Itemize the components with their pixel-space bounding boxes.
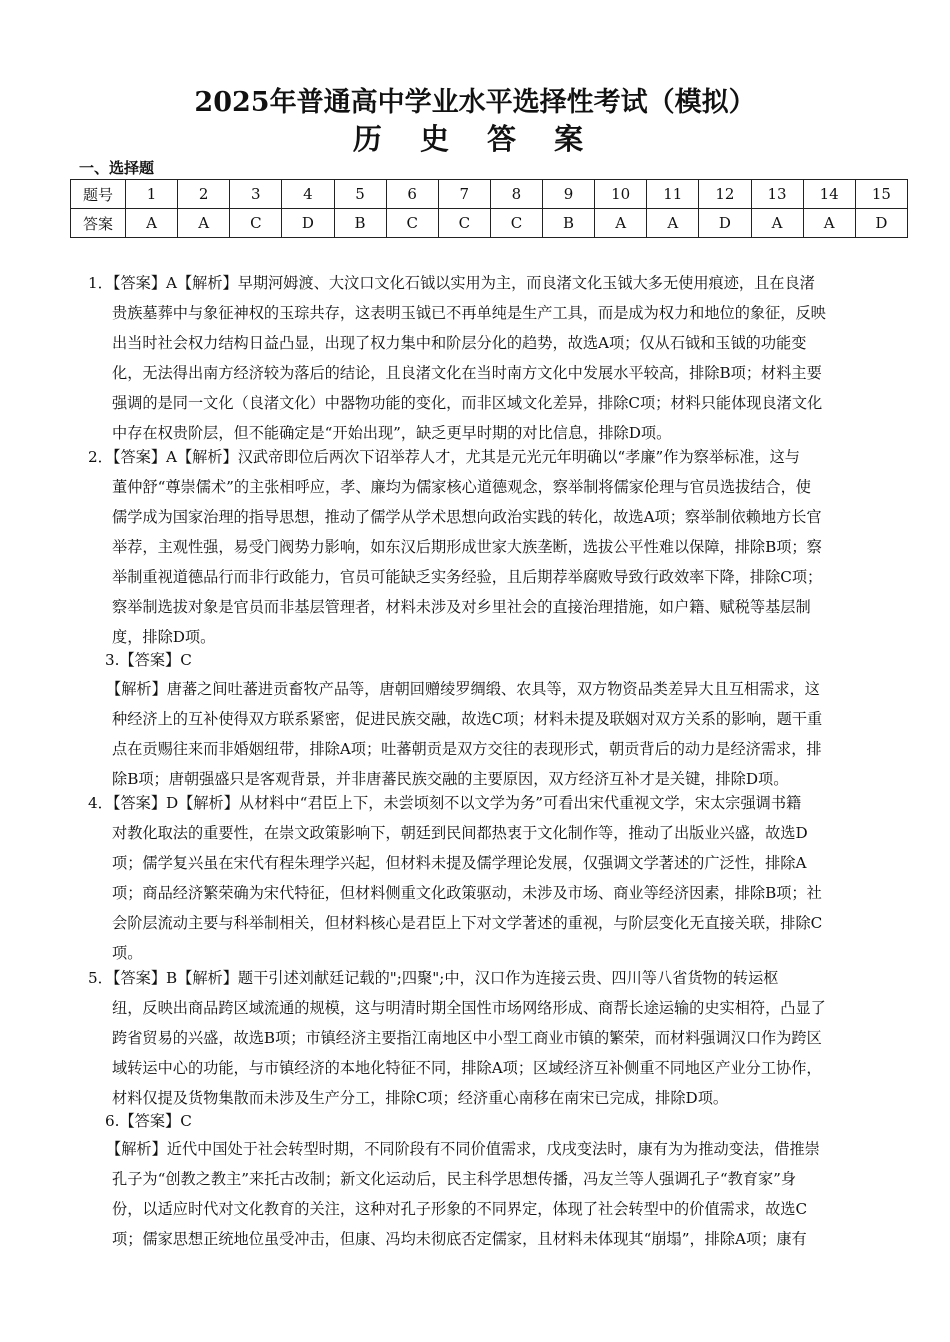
question-number: 7	[438, 180, 490, 209]
answer-cell: D	[699, 209, 751, 238]
answer-key-table	[70, 179, 908, 238]
section-heading-multiple-choice: 一、选择题	[79, 159, 155, 177]
answer-cell: D	[282, 209, 334, 238]
exam-title: 2025年普通高中学业水平选择性考试（模拟）	[194, 87, 756, 118]
explanation-line: 点在贡赐往来而非婚姻纽带，排除A项；吐蕃朝贡是双方交往的表现形式，朝贡背后的动力是经济需求，排	[112, 740, 822, 758]
explanation-line: 项；儒学复兴虽在宋代有程朱理学兴起，但材料未提及儒学理论发展，仅强调文学著述的广泛性，排除A	[112, 854, 807, 872]
explanation-line: 项。	[112, 944, 143, 962]
explanation-line: 材料仅提及货物集散而未涉及生产分工，排除C项；经济重心南移在南宋已完成，排除D项。	[112, 1089, 729, 1107]
explanation-line: 2．【答案】A【解析】汉武帝即位后两次下诏举荐人才，尤其是元光元年明确以“孝廉”作为察举标准，这与	[88, 448, 800, 466]
question-number: 4	[282, 180, 334, 209]
explanation-line: 举荐，主观性强，易受门阀势力影响，如东汉后期形成世家大族垄断，选拔公平性难以保障，排除B项；察	[112, 538, 822, 556]
explanation-line: 1．【答案】A【解析】早期河姆渡、大汶口文化石钺以实用为主，而良渚文化玉钺大多无使用痕迹，且在良渚	[88, 274, 815, 292]
explanation-line: 举制重视道德品行而非行政能力，官员可能缺乏实务经验，且后期荐举腐败导致行政效率下降，排除C项；	[112, 568, 823, 586]
question-number: 1	[126, 180, 178, 209]
answer-cell: A	[595, 209, 647, 238]
question-number: 3	[230, 180, 282, 209]
question-number: 8	[490, 180, 542, 209]
answer-cell: A	[178, 209, 230, 238]
question-number-row	[71, 180, 908, 209]
answer-cell: B	[543, 209, 595, 238]
explanation-line: 除B项；唐朝强盛只是客观背景，并非唐蕃民族交融的主要原因，双方经济互补才是关键，排除D项。	[112, 770, 789, 788]
explanation-line: 【解析】唐蕃之间吐蕃进贡畜牧产品等，唐朝回赠绫罗绸缎、农具等，双方物资品类差异大且互相需求，这	[106, 680, 820, 698]
answer-cell: A	[751, 209, 803, 238]
explanation-line: 董仲舒“尊崇儒术”的主张相呼应，孝、廉均为儒家核心道德观念，察举制将儒家伦理与官员选拔结合，使	[112, 478, 811, 496]
answer-cell: B	[334, 209, 386, 238]
answer-subtitle: 历 史 答 案	[352, 122, 598, 156]
answer-cell: C	[386, 209, 438, 238]
question-number: 9	[543, 180, 595, 209]
question-number: 5	[334, 180, 386, 209]
question-number: 12	[699, 180, 751, 209]
question-number: 13	[751, 180, 803, 209]
explanation-q4	[88, 788, 900, 968]
answer-cell: A	[126, 209, 178, 238]
answer-cell: A	[647, 209, 699, 238]
explanation-line: 跨省贸易的兴盛，故选B项；市镇经济主要指江南地区中小型工商业市镇的繁荣，而材料强调汉口作为跨区	[112, 1029, 822, 1047]
explanation-line: 贵族墓葬中与象征神权的玉琮共存，这表明玉钺已不再单纯是生产工具，而是成为权力和地位的象征，反映	[112, 304, 826, 322]
explanation-line: 对教化取法的重要性，在崇文政策影响下，朝廷到民间都热衷于文化制作等，推动了出版业兴盛，故选D	[112, 824, 808, 842]
row-label-number: 题号	[71, 180, 126, 209]
answer-row	[71, 209, 908, 238]
explanation-line: 强调的是同一文化（良渚文化）中器物功能的变化，而非区域文化差异，排除C项；材料只能体现良渚文化	[112, 394, 823, 412]
explanation-q1	[88, 268, 900, 448]
explanation-line: 项；儒家思想正统地位虽受冲击，但康、冯均未彻底否定儒家，且材料未体现其“崩塌”，排除A项；康有	[112, 1230, 807, 1248]
explanation-q5	[88, 963, 900, 1113]
explanation-line: 【解析】近代中国处于社会转型时期，不同阶段有不同价值需求，戊戌变法时，康有为为推动变法，借推崇	[106, 1140, 820, 1158]
explanation-line: 纽，反映出商品跨区域流通的规模，这与明清时期全国性市场网络形成、商帮长途运输的史实相符，凸显了	[112, 999, 826, 1017]
explanation-line: 项；商品经济繁荣确为宋代特征，但材料侧重文化政策驱动，未涉及市场、商业等经济因素，排除B项；社	[112, 884, 822, 902]
explanation-line: 份，以适应时代对文化教育的关注，这种对孔子形象的不同界定，体现了社会转型中的价值需求，故选C	[112, 1200, 808, 1218]
question-number: 11	[647, 180, 699, 209]
answer-cell: A	[803, 209, 855, 238]
explanation-q3-answer: 3.【答案】C	[105, 651, 192, 669]
explanation-line: 域转运中心的功能，与市镇经济的本地化特征不同，排除A项；区域经济互补侧重不同地区产业分工协作，	[112, 1059, 822, 1077]
question-number: 6	[386, 180, 438, 209]
explanation-line: 儒学成为国家治理的指导思想，推动了儒学从学术思想向政治实践的转化，故选A项；察举制依赖地方长官	[112, 508, 822, 526]
explanation-line: 察举制选拔对象是官员而非基层管理者，材料未涉及对乡里社会的直接治理措施，如户籍、赋税等基层制	[112, 598, 811, 616]
answer-cell: C	[438, 209, 490, 238]
explanation-q2	[88, 442, 900, 652]
explanation-line: 出当时社会权力结构日益凸显，出现了权力集中和阶层分化的趋势，故选A项；仅从石钺和玉钺的功能变	[112, 334, 807, 352]
explanation-line: 中存在权贵阶层，但不能确定是“开始出现”，缺乏更早时期的对比信息，排除D项。	[112, 424, 672, 442]
explanation-line: 孔子为“创教之教主”来托古改制；新文化运动后，民主科学思想传播，冯友兰等人强调孔子“教育家”身	[112, 1170, 797, 1188]
answer-cell: C	[490, 209, 542, 238]
explanation-line: 会阶层流动主要与科举制相关，但材料核心是君臣上下对文学著述的重视，与阶层变化无直接关联，排除C	[112, 914, 823, 932]
explanation-q6-answer: 6.【答案】C	[105, 1112, 192, 1130]
question-number: 14	[803, 180, 855, 209]
explanation-line: 种经济上的互补使得双方联系紧密，促进民族交融，故选C项；材料未提及联姻对双方关系的影响，题干重	[112, 710, 823, 728]
explanation-line: 4．【答案】D【解析】从材料中“君臣上下，未尝顷刻不以文学为务”可看出宋代重视文学，宋太宗强调书籍	[88, 794, 802, 812]
row-label-answer: 答案	[71, 209, 126, 238]
answer-cell: C	[230, 209, 282, 238]
explanation-q6	[106, 1134, 902, 1254]
explanation-line: 5．【答案】B【解析】题干引述刘献廷记载的";四聚";中，汉口作为连接云贵、四川等八省货物的转运枢	[88, 969, 779, 987]
question-number: 10	[595, 180, 647, 209]
question-number: 2	[178, 180, 230, 209]
answer-cell: D	[855, 209, 907, 238]
explanation-q3	[106, 674, 902, 794]
explanation-line: 化，无法得出南方经济较为落后的结论，且良渚文化在当时南方文化中发展水平较高，排除B项；材料主要	[112, 364, 822, 382]
question-number: 15	[855, 180, 907, 209]
explanation-line: 度，排除D项。	[112, 628, 216, 646]
